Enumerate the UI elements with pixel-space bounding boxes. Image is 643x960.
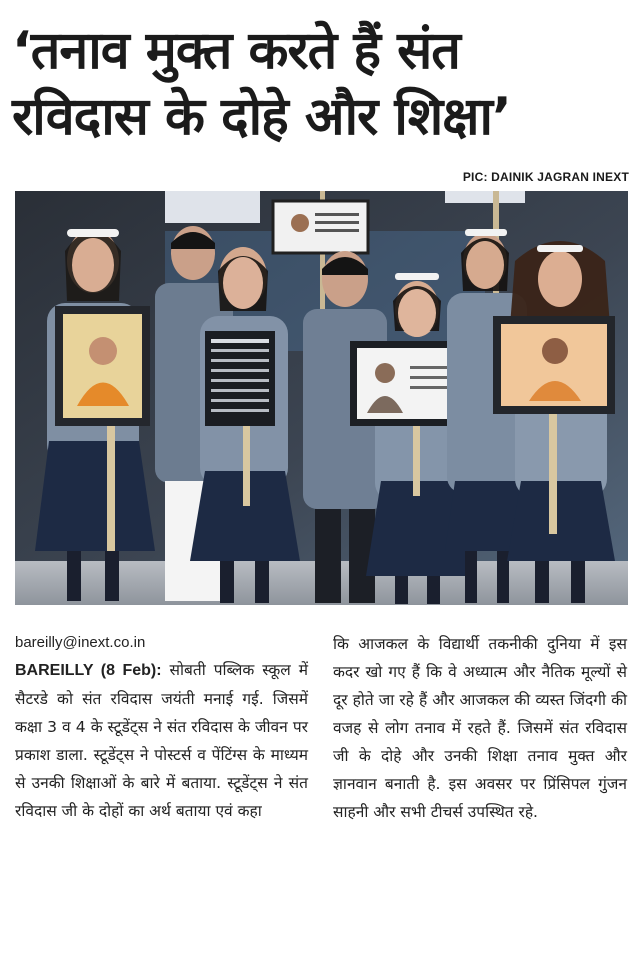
reporter-email-link[interactable]: bareilly@inext.co.in — [15, 634, 146, 651]
article-body — [15, 630, 628, 950]
background-poster-1 — [165, 191, 260, 223]
article-text-left: सोबती पब्लिक स्कूल में सैटरडे को संत रविदास जयंती मनाई गई. जिसमें कक्षा 3 व 4 के स्टूडेंट्स ने संत रविदास के जीवन पर प्रकाश डाला. स्टूडेंट्स ने पोस्टर्स व पेंटिंग्स के माध्यम से उनकी शिक्षाओं के बारे में बताया. स्टूडेंट्स ने संत रविदास जी के दोहों का अर्थ बताया एवं कहा — [15, 661, 308, 820]
dateline: BAREILLY (8 Feb): — [15, 662, 162, 679]
photo-credit: PIC: DAINIK JAGRAN INEXT — [462, 170, 629, 184]
article-column-right — [333, 630, 627, 826]
headline — [12, 18, 632, 150]
background-poster-2 — [445, 191, 525, 203]
article-text-right: कि आजकल के विद्यार्थी तकनीकी दुनिया में इस कदर खो गए हैं कि वे अध्यात्म और नैतिक मूल्यों से दूर होते जा रहे हैं और आजकल की व्यस्त जिंदगी की वजह से लोग तनाव में रहते हैं. जिसमें संत रविदास जी के दोहे और उनकी शिक्षा तनाव मुक्त और ज्ञानवान बनाती है. इस अवसर पर प्रिंसिपल गुंजन साहनी और सभी टीचर्स उपस्थित रहे. — [333, 635, 627, 821]
headline-line-1: ‘तनाव मुक्त करते हैं संत — [12, 21, 460, 81]
headline-line-2: रविदास के दोहे और शिक्षा’ — [12, 87, 511, 147]
article-column-left — [15, 630, 308, 825]
students-photo-illustration — [15, 191, 628, 605]
student-7 — [505, 241, 615, 603]
news-photo — [15, 191, 628, 605]
